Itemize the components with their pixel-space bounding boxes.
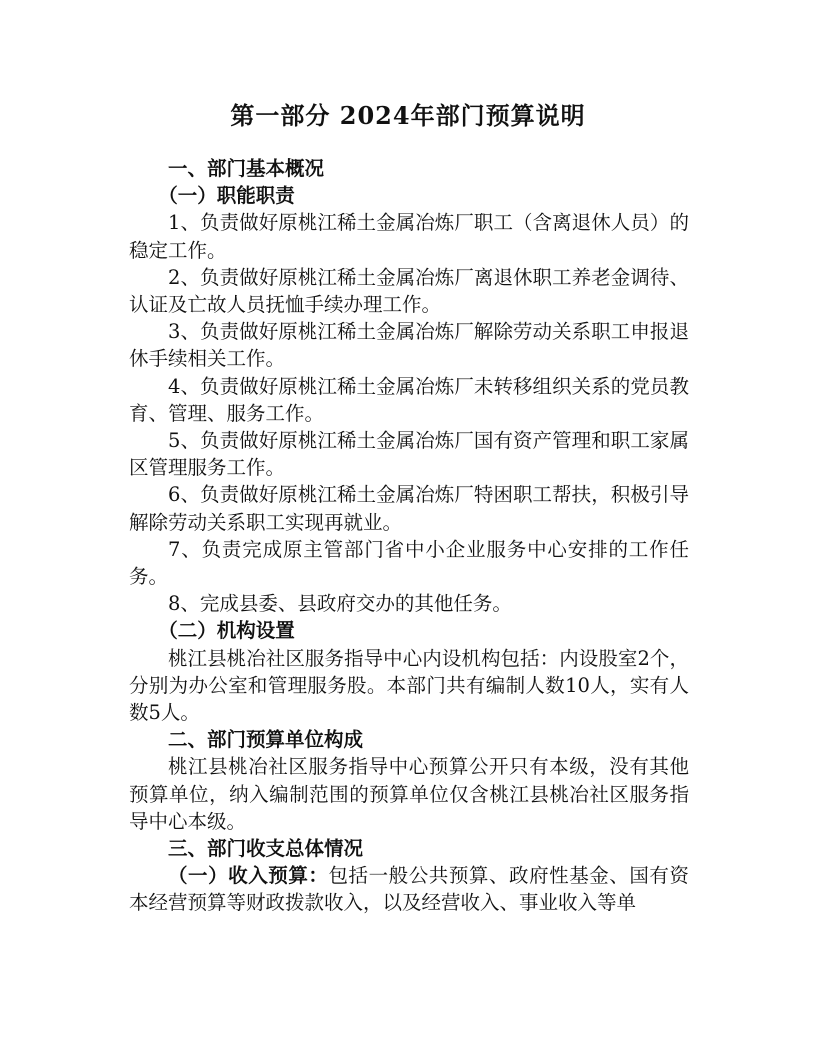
organization-paragraph: 桃江县桃冶社区服务指导中心内设机构包括：内设股室2个，分别为办公室和管理服务股。本部门共有编制人数10人，实有人数5人。 bbox=[129, 646, 689, 725]
duty-item-3: 3、负责做好原桃江稀土金属冶炼厂解除劳动关系职工申报退休手续相关工作。 bbox=[129, 320, 689, 371]
section-heading-overview: 一、部门基本概况 bbox=[168, 157, 325, 180]
section-heading-income-expense: 三、部门收支总体情况 bbox=[168, 837, 364, 861]
duty-item-8: 8、完成县委、县政府交办的其他任务。 bbox=[168, 592, 512, 616]
income-budget-paragraph bbox=[129, 862, 689, 916]
subheading-duties: （一）职能职责 bbox=[158, 184, 295, 208]
page-title: 第一部分 2024年部门预算说明 bbox=[230, 101, 586, 130]
document-body bbox=[129, 155, 689, 917]
subheading-organization: （二）机构设置 bbox=[158, 619, 295, 643]
duty-item-2: 2、负责做好原桃江稀土金属冶炼厂离退休职工养老金调待、认证及亡故人员抚恤手续办理工作。 bbox=[129, 265, 689, 317]
budget-units-paragraph: 桃江县桃冶社区服务指导中心预算公开只有本级，没有其他预算单位，纳入编制范围的预算单位仅含桃江县桃冶社区服务指导中心本级。 bbox=[129, 755, 689, 833]
duty-item-6: 6、负责做好原桃江稀土金属冶炼厂特困职工帮扶，积极引导解除劳动关系职工实现再就业。 bbox=[129, 483, 689, 534]
income-budget-text: 包括一般公共预算、政府性基金、国有资本经营预算等财政拨款收入，以及经营收入、事业收入等单 bbox=[129, 864, 689, 915]
duty-item-1: 1、负责做好原桃江稀土金属冶炼厂职工（含离退休人员）的稳定工作。 bbox=[129, 211, 689, 262]
duty-item-7: 7、负责完成原主管部门省中小企业服务中心安排的工作任务。 bbox=[129, 537, 689, 589]
duty-item-5: 5、负责做好原桃江稀土金属冶炼厂国有资产管理和职工家属区管理服务工作。 bbox=[129, 429, 689, 480]
duty-item-4: 4、负责做好原桃江稀土金属冶炼厂未转移组织关系的党员教育、管理、服务工作。 bbox=[129, 374, 689, 425]
income-budget-lead: （一）收入预算： bbox=[168, 864, 329, 888]
section-heading-budget-units: 二、部门预算单位构成 bbox=[168, 728, 364, 752]
